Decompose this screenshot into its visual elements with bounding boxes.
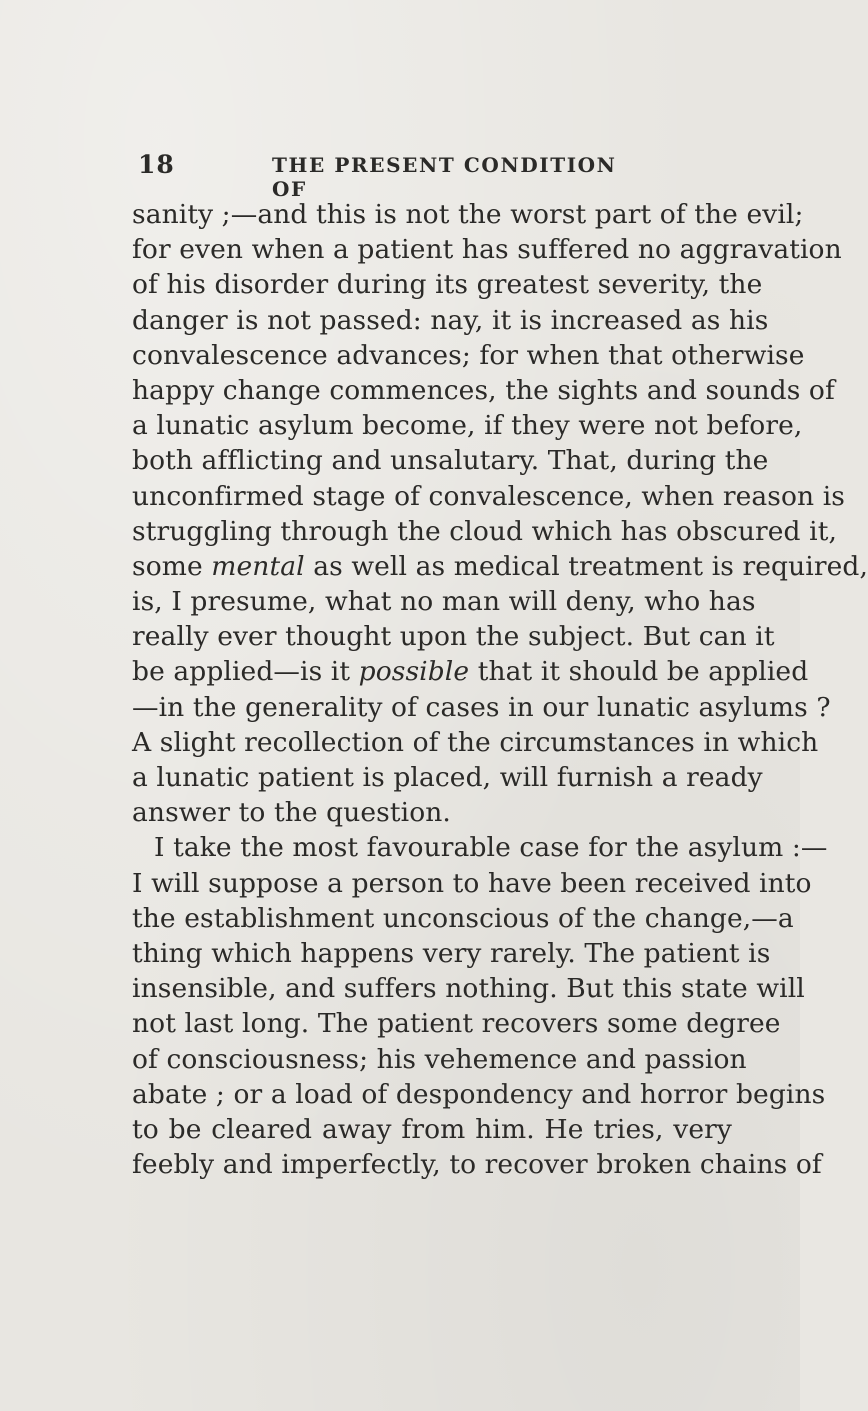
text-line: —in the generality of cases in our lunatic asylums ? xyxy=(132,691,831,723)
running-title: THE PRESENT CONDITION OF xyxy=(272,153,617,201)
text-segment: as well as medical treatment is required, xyxy=(313,550,868,582)
text-line: happy change commences, the sights and sounds of xyxy=(132,374,835,406)
body-text xyxy=(132,197,868,1182)
italic-word: mental xyxy=(211,550,305,582)
text-line: answer to the question. xyxy=(132,797,451,829)
text-line: struggling through the cloud which has obscured it, xyxy=(132,515,837,547)
italic-word: possible xyxy=(358,656,470,688)
text-line: sanity ;—and this is not the worst part of the evil; xyxy=(132,199,804,230)
text-line: insensible, and suffers nothing. But this state will xyxy=(132,973,805,1005)
text-line: of his disorder during its greatest severity, the xyxy=(132,269,763,301)
text-segment: some xyxy=(132,550,203,582)
text-segment: that it should be applied xyxy=(477,656,809,688)
text-line: a lunatic patient is placed, will furnish a ready xyxy=(132,762,763,793)
text-line: I will suppose a person to have been received into xyxy=(132,867,812,899)
running-head xyxy=(138,150,658,201)
text-line: is, I presume, what no man will deny, who has xyxy=(132,586,756,618)
text-line: unconfirmed stage of convalescence, when reason is xyxy=(132,480,845,512)
text-line: the establishment unconscious of the change,—a xyxy=(132,902,794,934)
text-line: thing which happens very rarely. The patient is xyxy=(132,937,771,969)
text-line: feebly and imperfectly, to recover broken chains of xyxy=(132,1149,822,1181)
text-line: convalescence advances; for when that otherwise xyxy=(132,339,805,371)
text-line: to be cleared away from him. He tries, very xyxy=(132,1113,732,1145)
text-line: A slight recollection of the circumstances in which xyxy=(132,726,819,758)
text-segment: be applied—is it xyxy=(132,656,351,688)
page-number: 18 xyxy=(138,150,175,179)
text-line xyxy=(132,549,868,584)
text-line: really ever thought upon the subject. But can it xyxy=(132,621,775,653)
text-line: danger is not passed: nay, it is increased as his xyxy=(132,304,769,336)
text-line: for even when a patient has suffered no aggravation xyxy=(132,234,842,266)
text-line: a lunatic asylum become, if they were not before, xyxy=(132,410,803,442)
text-line: both afflicting and unsalutary. That, during the xyxy=(132,445,769,477)
text-line: abate ; or a load of despondency and horror begins xyxy=(132,1078,826,1110)
text-line: not last long. The patient recovers some degree xyxy=(132,1008,781,1040)
text-line xyxy=(132,654,809,689)
text-line: I take the most favourable case for the asylum :— xyxy=(154,832,828,864)
text-line: of consciousness; his vehemence and passion xyxy=(132,1043,747,1075)
